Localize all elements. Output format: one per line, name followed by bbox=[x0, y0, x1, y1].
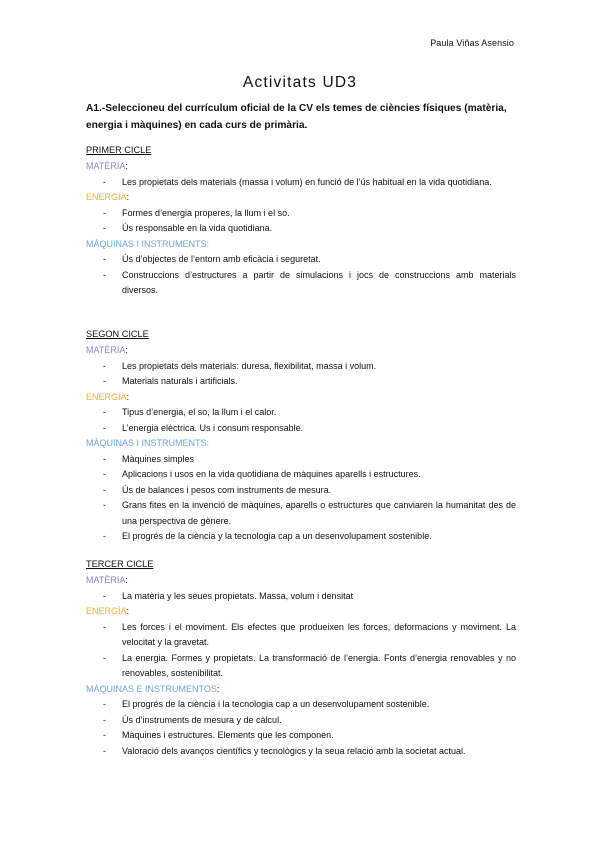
bullet-dash: - bbox=[103, 223, 106, 233]
list-item bbox=[86, 467, 516, 483]
category-suffix: : bbox=[126, 606, 130, 616]
bullet-dash: - bbox=[103, 699, 106, 709]
cycle-section bbox=[86, 328, 516, 545]
list-item-text: Tipus d’energia, el so, la llum i el calor. bbox=[122, 407, 277, 417]
category-heading bbox=[86, 237, 516, 253]
bullet-dash: - bbox=[103, 714, 106, 725]
bullet-dash: - bbox=[103, 422, 106, 433]
list-item-text: Ús responsable en la vida quotidiana. bbox=[122, 223, 273, 233]
bullet-dash: - bbox=[103, 176, 106, 187]
page-title: Activitats UD3 bbox=[242, 74, 358, 91]
list-item-text: La matèria y les seues propietats. Massa, volum i densitat bbox=[122, 590, 354, 601]
bullet-dash: - bbox=[103, 407, 106, 417]
bullet-dash: - bbox=[103, 590, 106, 601]
category-name: MATÈRIA bbox=[86, 575, 126, 585]
list-item-text: Ús de balances i pesos com instruments de mesura. bbox=[122, 484, 332, 495]
list-item bbox=[86, 483, 516, 499]
category-suffix: : bbox=[126, 391, 130, 402]
topic-list bbox=[86, 252, 516, 299]
category-name: MÁQUINAS E INSTRUMENTOS bbox=[86, 683, 217, 694]
list-item-text: Ús d’objectes de l’entorn amb eficàcia i seguretat. bbox=[122, 254, 321, 264]
list-item-text: Les forces i el moviment. Els efectes que produeixen les forces, deformacions y moviment. La velocitat y la gravetat. bbox=[122, 621, 516, 647]
category-name: ENERGIA bbox=[86, 391, 127, 402]
topic-list bbox=[86, 697, 516, 759]
author-name: Paula Viñas Asensio bbox=[430, 38, 514, 48]
topic-list bbox=[86, 359, 516, 390]
bullet-dash: - bbox=[103, 469, 106, 479]
list-item bbox=[86, 452, 516, 468]
topic-list bbox=[86, 452, 516, 545]
category-name: MÀQUINAS I INSTRUMENTS: bbox=[86, 238, 210, 249]
list-item bbox=[86, 589, 516, 605]
list-item-text: El progrés de la ciència y la tecnologia cap a un desenvolupament sostenible. bbox=[122, 531, 432, 541]
cycle-section bbox=[86, 558, 516, 759]
list-item-text: Valoració dels avanços científics y tecnològics y la seua relació amb la societat actual. bbox=[122, 745, 466, 756]
list-item bbox=[86, 651, 516, 682]
list-item bbox=[86, 498, 516, 529]
category-name: MÀQUINAS I INSTRUMENTS: bbox=[86, 438, 210, 448]
bullet-dash: - bbox=[103, 745, 106, 756]
list-item bbox=[86, 268, 516, 299]
category-heading bbox=[86, 390, 516, 406]
bullet-dash: - bbox=[103, 730, 106, 740]
category-suffix: : bbox=[125, 345, 128, 355]
list-item-text: Màquines simples bbox=[122, 453, 195, 464]
bullet-dash: - bbox=[103, 484, 106, 495]
list-item-text: Aplicacions i usos en la vida quotidiana de màquines aparells i estructures. bbox=[122, 469, 421, 479]
bullet-dash: - bbox=[103, 207, 106, 218]
category-name: ENERGÍA bbox=[86, 606, 127, 616]
list-item-text: Formes d’energia properes, la llum i el so. bbox=[122, 207, 290, 218]
bullet-dash: - bbox=[103, 453, 106, 464]
bullet-dash: - bbox=[103, 652, 106, 663]
list-item bbox=[86, 744, 516, 760]
category-heading bbox=[86, 604, 516, 620]
category-suffix: : bbox=[126, 192, 130, 202]
category-name: MATÈRIA bbox=[86, 161, 126, 171]
list-item-text: Grans fites en la invenció de màquines, aparells o estructures que canviaren la humanitat des de una perspectiva de gènere. bbox=[122, 500, 516, 526]
list-item bbox=[86, 221, 516, 237]
list-item bbox=[86, 175, 516, 191]
list-item-text: Materials naturals i artificials. bbox=[122, 376, 238, 386]
list-item bbox=[86, 697, 516, 713]
list-item bbox=[86, 620, 516, 651]
topic-list bbox=[86, 589, 516, 605]
list-item-text: Construccions d’estructures a partir de simulacions i jocs de construccions amb materials diversos. bbox=[122, 269, 516, 295]
list-item bbox=[86, 252, 516, 268]
category-heading bbox=[86, 343, 516, 359]
cycle-heading: SEGON CICLE bbox=[86, 329, 149, 339]
category-name: MATÈRIA bbox=[86, 345, 126, 355]
bullet-dash: - bbox=[103, 531, 106, 541]
question-text: A1.-Seleccioneu del currículum oficial de la CV els temes de ciències físiques (matèria, energia i màquines) en cada curs de primària. bbox=[86, 103, 507, 131]
list-item-text: La energia. Formes y propietats. La transformació de l’energia. Fonts d’energia renovables y no renovables, sostenibilitat. bbox=[122, 652, 516, 678]
bullet-dash: - bbox=[103, 500, 106, 510]
category-heading bbox=[86, 190, 516, 206]
list-item bbox=[86, 359, 516, 375]
list-item-text: Ús d’instruments de mesura y de càlcul. bbox=[122, 714, 282, 725]
list-item-text: Les propietats dels materials: duresa, flexibilitat, massa i volum. bbox=[122, 360, 377, 371]
category-heading bbox=[86, 159, 516, 175]
list-item bbox=[86, 728, 516, 744]
category-suffix: : bbox=[125, 161, 128, 171]
topic-list bbox=[86, 405, 516, 436]
bullet-dash: - bbox=[103, 376, 106, 386]
topic-list bbox=[86, 620, 516, 682]
bullet-dash: - bbox=[103, 269, 106, 280]
category-heading bbox=[86, 682, 516, 698]
list-item bbox=[86, 374, 516, 390]
category-heading bbox=[86, 436, 516, 452]
category-heading bbox=[86, 573, 516, 589]
bullet-dash: - bbox=[103, 360, 106, 371]
category-suffix: : bbox=[216, 683, 220, 694]
cycle-section bbox=[86, 144, 516, 299]
list-item bbox=[86, 206, 516, 222]
cycle-heading: PRIMER CICLE bbox=[86, 145, 152, 155]
cycle-heading: TERCER CICLE bbox=[86, 559, 154, 569]
category-name: ENERGIA bbox=[86, 192, 127, 202]
list-item-text: El progrés de la ciència i la tecnologia cap a un desenvolupament sostenible. bbox=[122, 699, 430, 709]
list-item-text: L’energia elèctrica. Us i consum responsable. bbox=[122, 422, 304, 433]
bullet-dash: - bbox=[103, 254, 106, 264]
list-item bbox=[86, 405, 516, 421]
bullet-dash: - bbox=[103, 621, 106, 632]
category-suffix: : bbox=[125, 575, 128, 585]
topic-list bbox=[86, 175, 516, 191]
list-item bbox=[86, 421, 516, 437]
list-item bbox=[86, 529, 516, 545]
list-item-text: Màquines i estructures. Elements que les componen. bbox=[122, 730, 334, 740]
list-item bbox=[86, 713, 516, 729]
list-item-text: Les propietats dels materials (massa i volum) en funció de l’ús habitual en la vida quotidiana. bbox=[122, 176, 492, 187]
topic-list bbox=[86, 206, 516, 237]
